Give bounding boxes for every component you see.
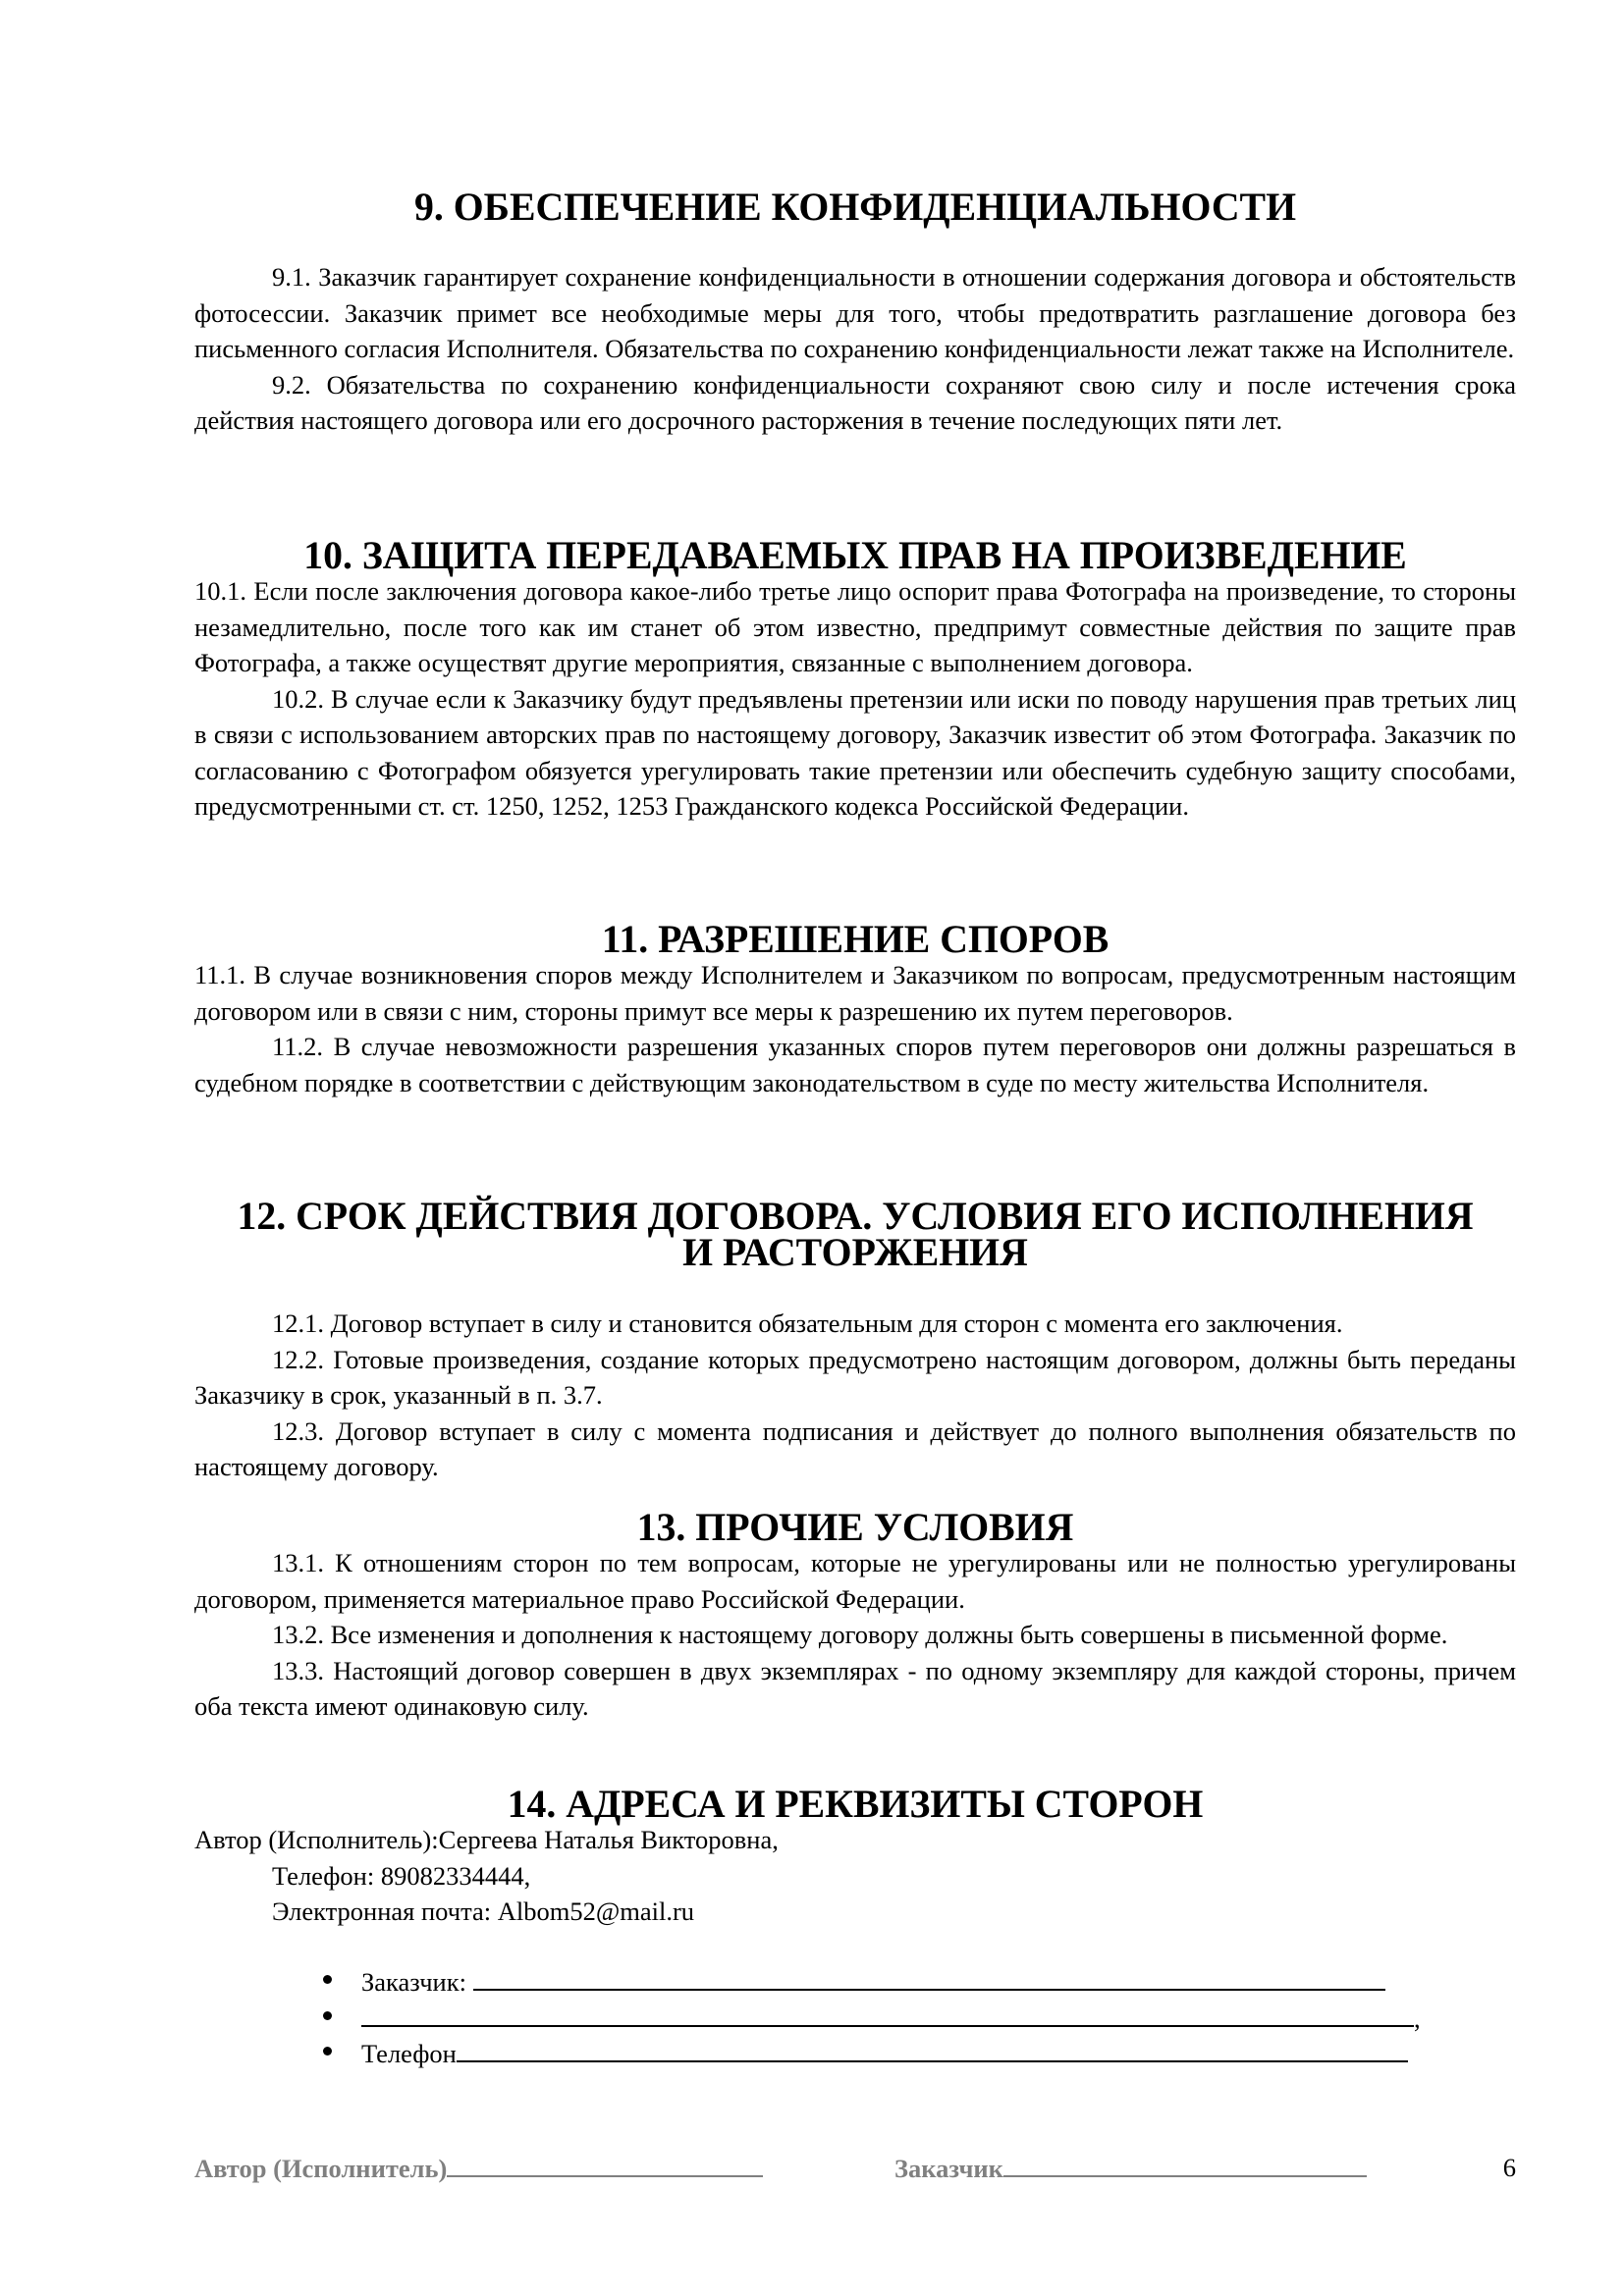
footer-customer-label: Заказчик [894,2154,1003,2183]
author-line: Автор (Исполнитель):Сергеева Наталья Викторовна, [194,1825,779,1854]
customer-name-label: Заказчик: [361,1967,473,1997]
paragraph-13-3: 13.3. Настоящий договор совершен в двух экземплярах - по одному экземпляру для каждой стороны, причем оба текста имеют одинаковую силу. [194,1655,1516,1721]
paragraph-10-1: 10.1. Если после заключения договора какое-либо третье лицо оспорит права Фотографа на произведение, то стороны незамедлительно, после того как им станет об этом известно, предпримут совместные действия по защите прав Фотографа, а также осуществят другие мероприятия, связанные с выполнением договора. [194,576,1516,677]
footer-customer-signature-line[interactable] [1003,2150,1367,2177]
footer-author-signature-line[interactable] [447,2150,763,2177]
customer-address-blank-field[interactable] [361,2000,1414,2027]
paragraph-11-2: 11.2. В случае невозможности разрешения указанных споров путем переговоров они должны разрешаться в судебном порядке в соответствии с действующим законодательством в суде по месту жительства Исполнителя. [194,1032,1516,1097]
page-number: 6 [1502,2153,1516,2182]
paragraph-12-2: 12.2. Готовые произведения, создание которых предусмотрено настоящим договором, должны быть переданы Заказчику в срок, указанный в п. 3.7. [194,1344,1516,1410]
bullet-icon [323,2047,332,2056]
section-10-body [194,573,1516,825]
paragraph-12-3: 12.3. Договор вступает в силу с момента подписания и действует до полного выполнения обязательств по настоящему договору. [194,1415,1516,1481]
section-14-body [194,1822,1516,1930]
bullet-icon [323,2011,332,2020]
paragraph-9-2: 9.2. Обязательства по сохранению конфиденциальности сохраняют свою силу и после истечения срока действия настоящего договора или его досрочного расторжения в течение последующих пяти лет. [194,369,1516,435]
section-11-body [194,957,1516,1100]
customer-phone-item [194,2035,1516,2071]
section-9-title: 9. ОБЕСПЕЧЕНИЕ КОНФИДЕНЦИАЛЬНОСТИ [414,186,1296,229]
customer-details-list [194,1963,1516,2071]
section-14-title: 14. АДРЕСА И РЕКВИЗИТЫ СТОРОН [507,1783,1204,1826]
paragraph-11-1: 11.1. В случае возникновения споров между Исполнителем и Заказчиком по вопросам, предусмотренным настоящим договором или в связи с ним, стороны примут все меры к разрешению их путем переговоров. [194,960,1516,1026]
footer-author-signature [194,2150,763,2187]
page-footer [194,2150,1516,2189]
customer-phone-label: Телефон [361,2039,457,2068]
paragraph-13-2: 13.2. Все изменения и дополнения к настоящему договору должны быть совершены в письменной форме. [272,1620,1448,1649]
section-12-body [194,1306,1516,1485]
section-12-title [194,1195,1516,1274]
customer-name-item [194,1963,1516,2000]
section-9-body [194,259,1516,439]
section-13-body [194,1545,1516,1725]
customer-address-item [194,2000,1516,2036]
section-12-title-line-2: И РАСТОРЖЕНИЯ [682,1230,1028,1274]
footer-author-label: Автор (Исполнитель) [194,2154,448,2183]
customer-address-suffix: , [1414,2002,1421,2033]
paragraph-9-1: 9.1. Заказчик гарантирует сохранение конфиденциальности в отношении содержания договора и обстоятельств фотосессии. Заказчик примет все необходимые меры для того, чтобы предотвратить разглашение договора без письменного согласия Исполнителя. Обязательства по сохранению конфиденциальности лежат также на Исполнителе. [194,262,1516,363]
author-email: Электронная почта: Albom52@mail.ru [272,1896,695,1926]
section-11-title: 11. РАЗРЕШЕНИЕ СПОРОВ [601,918,1110,961]
section-10-title: 10. ЗАЩИТА ПЕРЕДАВАЕМЫХ ПРАВ НА ПРОИЗВЕДЕНИЕ [303,534,1407,577]
customer-name-blank-field[interactable] [473,1963,1385,1991]
paragraph-10-2: 10.2. В случае если к Заказчику будут предъявлены претензии или иски по поводу нарушения прав третьих лиц в связи с использованием авторских прав по настоящему договору, Заказчик известит об этом Фотографа. Заказчик по согласованию с Фотографом обязуется урегулировать такие претензии или обеспечить судебную защиту способами, предусмотренными ст. ст. 1250, 1252, 1253 Гражданского кодекса Российской Федерации. [194,683,1516,821]
author-phone: Телефон: 89082334444, [272,1860,531,1891]
footer-customer-signature [894,2150,1367,2187]
section-13-title: 13. ПРОЧИЕ УСЛОВИЯ [636,1506,1074,1549]
section-12-title-line-1: 12. СРОК ДЕЙСТВИЯ ДОГОВОРА. УСЛОВИЯ ЕГО ИСПОЛНЕНИЯ [237,1195,1474,1238]
paragraph-13-1: 13.1. К отношениям сторон по тем вопросам, которые не урегулированы или не полностью урегулированы договором, применяется материальное право Российской Федерации. [194,1548,1516,1614]
paragraph-12-1: 12.1. Договор вступает в силу и становится обязательным для сторон с момента его заключения. [272,1308,1343,1338]
customer-phone-blank-field[interactable] [457,2035,1408,2062]
bullet-icon [323,1975,332,1984]
